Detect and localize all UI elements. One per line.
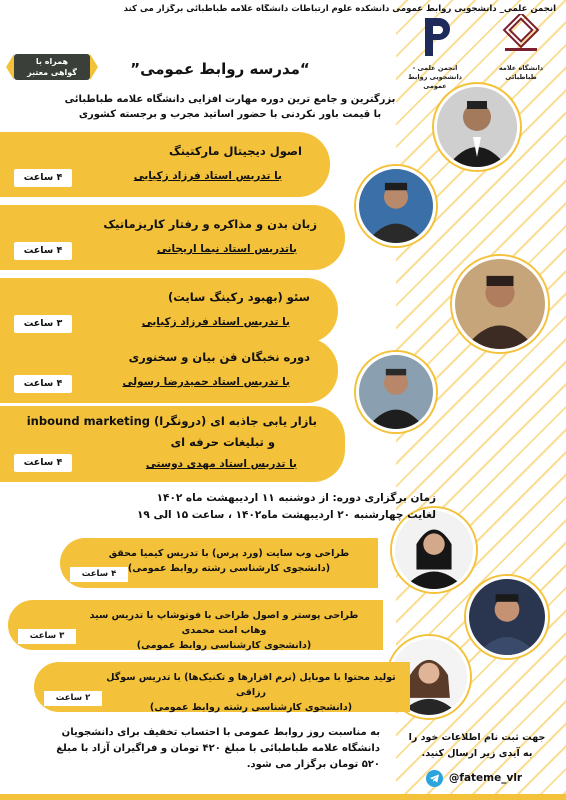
course-title: اصول دیجیتال مارکتینگ bbox=[168, 144, 302, 158]
association-logo-caption: انجمن علمی - دانشجویی روابط عمومی bbox=[407, 64, 463, 90]
course-card-4 bbox=[0, 338, 338, 403]
university-logo-caption: دانشگاه علامه طباطبائی bbox=[498, 64, 544, 81]
instructor-photo bbox=[356, 166, 436, 246]
discount-text bbox=[40, 725, 380, 773]
organizer-line: انجمن علمی_ دانشجویی روابط عمومی دانشکده علوم ارتباطات دانشگاه علامه طباطبائی برگزار می کند bbox=[123, 4, 556, 14]
course-hours-badge: ۳ ساعت bbox=[14, 315, 72, 333]
association-emblem-icon bbox=[409, 14, 461, 60]
register-line-2: به آیدی زیر ارسال کنید. bbox=[421, 748, 533, 759]
telegram-handle-link[interactable]: @fateme_vlr bbox=[448, 772, 523, 784]
course-card-5 bbox=[0, 406, 345, 482]
workshop-card-2 bbox=[8, 600, 383, 650]
course-teacher: باتدریس استاد نیما اریجانی bbox=[156, 243, 297, 255]
workshop-teacher-info: (دانشجوی کارشناسی رشته روابط عمومی) bbox=[127, 563, 331, 574]
certificate-badge-line2: گواهی معتبر bbox=[27, 68, 77, 77]
certificate-badge-line1: همراه با bbox=[35, 57, 69, 66]
course-title: بازار یابی جاذبه ای (درونگرا) inbound marketing bbox=[26, 414, 317, 428]
workshop-hours-badge: ۴ ساعت bbox=[70, 567, 128, 582]
schedule-line-2: لغایت چهارشنبه ۲۰ اردیبهشت ماه۱۴۰۲ ، ساعت ۱۵ الی ۱۹ bbox=[136, 509, 436, 521]
intro-line-1: بزرگترین و جامع ترین دوره مهارت افزایی دانشگاه علامه طباطبائی bbox=[64, 94, 396, 105]
course-title: زبان بدن و مذاکره و رفتار کاریزماتیک bbox=[103, 217, 317, 231]
instructor-photo bbox=[434, 84, 520, 170]
page-title: “مدرسه روابط عمومی” bbox=[130, 60, 310, 78]
course-hours-badge: ۴ ساعت bbox=[14, 454, 72, 472]
course-hours-badge: ۴ ساعت bbox=[14, 169, 72, 187]
instructor-photo bbox=[466, 576, 548, 658]
discount-line-2: دانشگاه علامه طباطبائی با مبلغ ۴۲۰ تومان و فراگیران آزاد با مبلغ bbox=[56, 743, 380, 754]
workshop-hours-badge: ۳ ساعت bbox=[18, 629, 76, 644]
registration-info bbox=[402, 730, 552, 762]
schedule-line-1: زمان برگزاری دوره: از دوشنبه ۱۱ اردیبهشت ماه ۱۴۰۲ bbox=[156, 492, 436, 504]
telegram-icon bbox=[426, 770, 443, 787]
course-teacher: با تدریس استاد مهدی دوستی bbox=[145, 458, 297, 470]
instructor-photo bbox=[452, 256, 548, 352]
bottom-accent-bar bbox=[0, 794, 566, 800]
discount-line-1: به مناسبت روز روابط عمومی با احتساب تخفیف برای دانشجویان bbox=[61, 727, 380, 738]
course-schedule bbox=[16, 490, 436, 524]
certificate-badge bbox=[14, 54, 90, 80]
association-logo bbox=[404, 14, 466, 90]
intro-line-2: با قیمت باور نکردنی با حضور اساتید مجرب و برجسته کشوری bbox=[78, 109, 382, 120]
workshop-hours-badge: ۲ ساعت bbox=[44, 691, 102, 706]
course-title: دوره نخبگان فن بیان و سخنوری bbox=[128, 350, 310, 364]
workshop-text bbox=[106, 670, 396, 715]
course-card-2 bbox=[0, 205, 345, 270]
instructor-photo bbox=[356, 352, 436, 432]
intro-text bbox=[20, 92, 440, 122]
course-teacher: با تدریس استاد حمیدرضا رسولی bbox=[122, 376, 290, 388]
workshop-teacher-info: (دانشجوی کارشناسی روابط عمومی) bbox=[136, 640, 312, 651]
workshop-text bbox=[94, 546, 364, 576]
course-hours-badge: ۴ ساعت bbox=[14, 242, 72, 260]
workshop-title: طراحی پوستر و اصول طراحی با فوتوشاپ با تدریس سید وهاب امت محمدی bbox=[89, 610, 359, 636]
telegram-contact[interactable] bbox=[404, 768, 544, 788]
course-hours-badge: ۴ ساعت bbox=[14, 375, 72, 393]
university-emblem-icon bbox=[495, 14, 547, 60]
course-title: سئو (بهبود رکینگ سایت) bbox=[167, 290, 310, 304]
workshop-card-1 bbox=[60, 538, 378, 588]
workshop-title: تولید محتوا با موبایل (نرم افزارها و تکنیک‌ها) با تدریس سوگل رزاقی bbox=[106, 672, 396, 698]
workshop-text bbox=[79, 608, 369, 653]
discount-line-3: ۵۲۰ تومان برگزار می شود. bbox=[246, 759, 380, 770]
course-teacher: با تدریس استاد فرزاد زکیایی bbox=[133, 170, 282, 182]
course-card-1 bbox=[0, 132, 330, 197]
course-title-line-2: و تبلیغات حرفه ای bbox=[170, 435, 275, 449]
workshop-title: طراحی وب سایت (ورد پرس) با تدریس کیمیا محقق bbox=[108, 548, 350, 559]
workshop-card-3 bbox=[34, 662, 410, 712]
workshop-teacher-info: (دانشجوی کارشناسی رشته روابط عمومی) bbox=[149, 702, 353, 713]
course-card-3 bbox=[0, 278, 338, 343]
register-line-1: جهت ثبت نام اطلاعات خود را bbox=[408, 732, 546, 743]
university-logo bbox=[490, 14, 552, 86]
course-teacher: با تدریس استاد فرزاد زکیایی bbox=[141, 316, 290, 328]
